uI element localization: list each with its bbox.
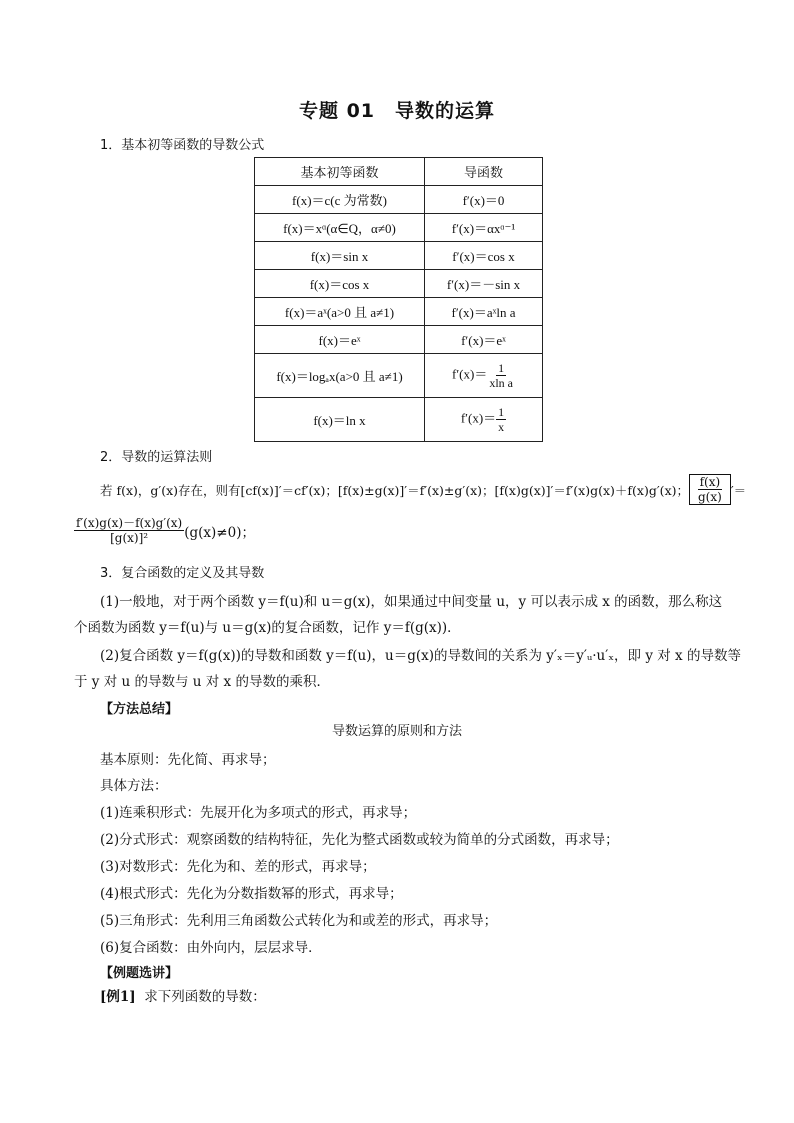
quotient-result-fraction	[74, 516, 184, 545]
rule-text: 若 f(x)，g′(x)存在，则有[cf(x)]′＝cf′(x)；[f(x)±g(x)]′＝f′(x)±g′(x)；[f(x)g(x)]′＝f′(x)g(x)＋f(x)g′(x)；	[100, 482, 689, 498]
table-row	[255, 270, 543, 298]
paragraph-1-line-2: 个函数为函数 y＝f(u)与 u＝g(x)的复合函数，记作 y＝f(g(x))．	[74, 620, 461, 636]
method-basic: 基本原则：先化简、再求导；	[100, 752, 276, 768]
method-item: (6)复合函数：由外向内，层层求导．	[100, 940, 322, 956]
method-title: 导数运算的原则和方法	[331, 724, 462, 739]
quotient-fraction	[696, 475, 724, 504]
table-cell: f′(x)＝aˣln a	[425, 298, 543, 326]
table-cell: f′(x)＝－sin x	[425, 270, 543, 298]
table-cell: f(x)＝sin x	[255, 242, 425, 270]
page-title: 专题 01 导数的运算	[298, 100, 496, 122]
table-cell: f′(x)＝αxᵅ⁻¹	[425, 214, 543, 242]
table-cell: f′(x)＝eˣ	[425, 326, 543, 354]
fraction-numerator: 1	[498, 361, 505, 375]
fraction-numerator: f′(x)g(x)－f(x)g′(x)	[76, 516, 183, 530]
table-row	[255, 186, 543, 214]
table-row	[255, 354, 543, 398]
table-row	[255, 242, 543, 270]
table-row	[255, 326, 543, 354]
table-row	[255, 398, 543, 442]
table-row	[255, 298, 543, 326]
ln-derivative-fraction	[496, 405, 506, 434]
quotient-rule-result	[74, 516, 734, 545]
fraction-numerator: f(x)	[699, 475, 721, 489]
example-heading: 【例题选讲】	[100, 966, 179, 981]
log-derivative-prefix: f′(x)＝	[451, 366, 488, 382]
table-cell: f(x)＝ln x	[255, 398, 425, 442]
section-2-heading: 2．导数的运算法则	[100, 450, 213, 465]
table-cell: f′(x)＝0	[425, 186, 543, 214]
example-1-tag: [例1]	[100, 989, 136, 1005]
table-cell: f(x)＝cos x	[255, 270, 425, 298]
ln-derivative-prefix: f′(x)＝	[460, 410, 497, 426]
method-item: (1)连乘积形式：先展开化为多项式的形式，再求导；	[100, 805, 417, 821]
table-header-cell: 基本初等函数	[255, 158, 425, 186]
method-item: (3)对数形式：先化为和、差的形式，再求导；	[100, 859, 376, 875]
fraction-denominator: g(x)	[698, 490, 722, 504]
fraction-denominator: xln a	[489, 376, 513, 390]
method-item: (4)根式形式：先化为分数指数幂的形式，再求导；	[100, 886, 403, 902]
derivative-formula-table	[254, 157, 543, 442]
quotient-bracket	[689, 474, 731, 505]
paragraph-1-line-1: (1)一般地，对于两个函数 y＝f(u)和 u＝g(x)，如果通过中间变量 u，y 可以表示成 x 的函数，那么称这	[100, 594, 723, 610]
table-cell	[425, 354, 543, 398]
method-specific: 具体方法：	[100, 778, 168, 794]
table-header-row	[255, 158, 543, 186]
table-row	[255, 214, 543, 242]
fraction-numerator: 1	[498, 405, 505, 419]
table-cell: f(x)＝eˣ	[255, 326, 425, 354]
table-cell: f(x)＝logₐx(a>0 且 a≠1)	[255, 354, 425, 398]
quotient-condition: (g(x)≠0)；	[184, 524, 255, 541]
method-item: (2)分式形式：观察函数的结构特征，先化为整式函数或较为简单的分式函数，再求导；	[100, 832, 619, 848]
table-cell: f(x)＝c(c 为常数)	[255, 186, 425, 214]
log-derivative-fraction	[487, 361, 515, 390]
method-summary-heading: 【方法总结】	[100, 702, 179, 717]
example-1	[100, 985, 760, 1005]
rule-line	[100, 474, 760, 505]
rule-tail: ′＝	[730, 482, 747, 498]
fraction-denominator: x	[498, 420, 505, 434]
section-3-heading: 3．复合函数的定义及其导数	[100, 566, 265, 581]
table-cell: f′(x)＝cos x	[425, 242, 543, 270]
method-item: (5)三角形式：先利用三角函数公式转化为和或差的形式，再求导；	[100, 913, 498, 929]
paragraph-2-line-2: 于 y 对 u 的导数与 u 对 x 的导数的乘积．	[74, 674, 330, 690]
table-cell	[425, 398, 543, 442]
paragraph-2-line-1: (2)复合函数 y＝f(g(x))的导数和函数 y＝f(u)，u＝g(x)的导数间的关系为 y′ₓ＝y′ᵤ·u′ₓ，即 y 对 x 的导数等	[100, 648, 741, 664]
section-1-heading: 1．基本初等函数的导数公式	[100, 138, 265, 153]
table-cell: f(x)＝aˣ(a>0 且 a≠1)	[255, 298, 425, 326]
table-cell: f(x)＝xᵅ(α∈Q，α≠0)	[255, 214, 425, 242]
example-1-text: 求下列函数的导数：	[144, 989, 266, 1005]
table-header-cell: 导函数	[425, 158, 543, 186]
fraction-denominator: [g(x)]²	[110, 531, 149, 545]
